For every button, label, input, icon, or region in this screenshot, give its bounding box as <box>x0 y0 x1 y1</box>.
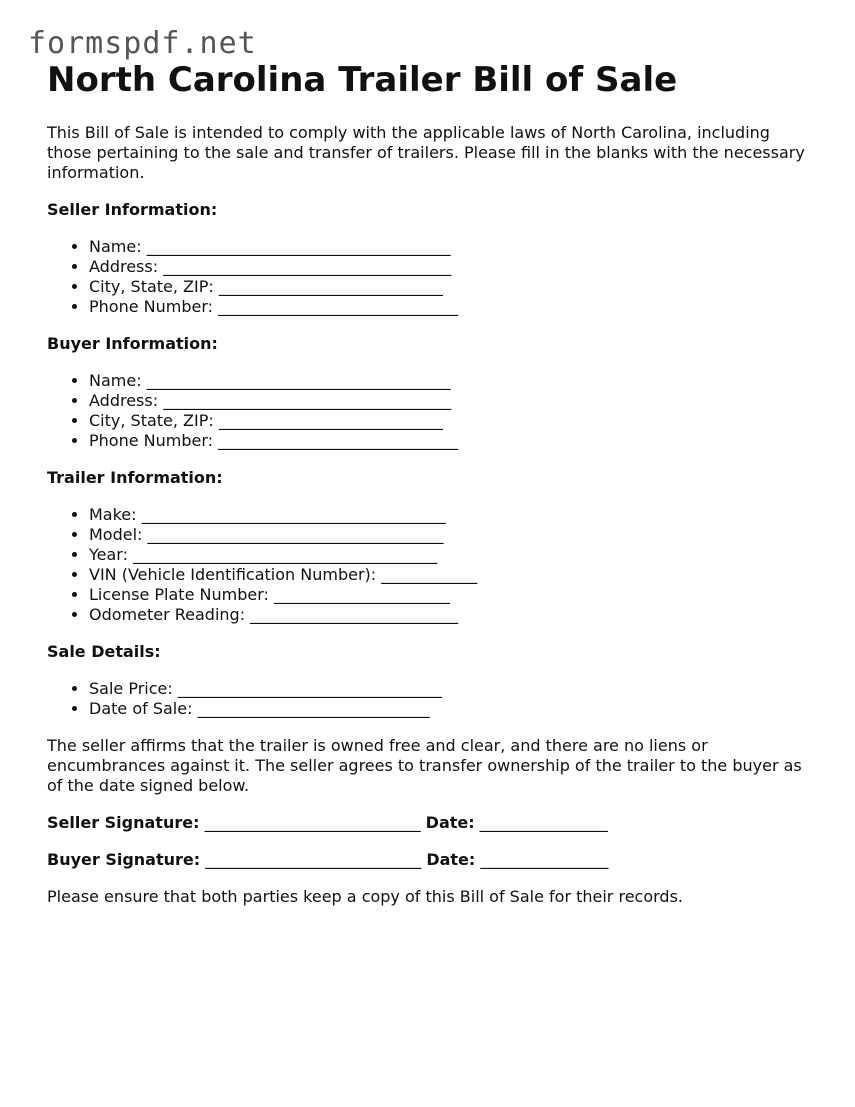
document-page <box>47 58 817 907</box>
trailer-model-field: • Model: _____________________________________ <box>89 525 817 545</box>
seller-phone-field: • Phone Number: ______________________________ <box>89 297 817 317</box>
seller-date-blank: ________________ <box>474 813 608 832</box>
buyer-date-blank: ________________ <box>475 850 609 869</box>
buyer-phone-field: • Phone Number: ______________________________ <box>89 431 817 451</box>
trailer-year-field: • Year: ______________________________________ <box>89 545 817 565</box>
watermark: formspdf.net <box>28 26 257 61</box>
seller-signature-line <box>47 813 817 833</box>
buyer-signature-label: Buyer Signature: <box>47 850 201 869</box>
sale-heading: Sale Details: <box>47 642 161 661</box>
page-title: North Carolina Trailer Bill of Sale <box>47 60 678 100</box>
trailer-list <box>47 505 817 625</box>
seller-heading: Seller Information: <box>47 200 218 219</box>
affirmation-paragraph: The seller affirms that the trailer is owned free and clear, and there are no liens or encumbrances against it. The seller agrees to transfer ownership of the trailer to the buyer as of the date signed below. <box>47 736 802 795</box>
buyer-list <box>47 371 817 451</box>
seller-list <box>47 237 817 317</box>
trailer-make-field: • Make: ______________________________________ <box>89 505 817 525</box>
seller-address-field: • Address: ____________________________________ <box>89 257 817 277</box>
seller-city-field: • City, State, ZIP: ____________________________ <box>89 277 817 297</box>
buyer-name-field: • Name: ______________________________________ <box>89 371 817 391</box>
trailer-vin-field: • VIN (Vehicle Identification Number): ____________ <box>89 565 817 585</box>
buyer-signature-line <box>47 850 817 870</box>
trailer-heading: Trailer Information: <box>47 468 223 487</box>
buyer-signature-blank: ___________________________ <box>200 850 427 869</box>
sale-list <box>47 679 817 719</box>
sale-price-field: • Sale Price: _________________________________ <box>89 679 817 699</box>
seller-name-field: • Name: ______________________________________ <box>89 237 817 257</box>
buyer-date-label: Date: <box>426 850 476 869</box>
buyer-heading: Buyer Information: <box>47 334 218 353</box>
seller-signature-blank: ___________________________ <box>199 813 426 832</box>
seller-date-label: Date: <box>425 813 475 832</box>
trailer-odometer-field: • Odometer Reading: __________________________ <box>89 605 817 625</box>
closing-paragraph: Please ensure that both parties keep a copy of this Bill of Sale for their records. <box>47 887 683 906</box>
intro-paragraph: This Bill of Sale is intended to comply with the applicable laws of North Carolina, including those pertaining to the sale and transfer of trailers. Please fill in the blanks with the necessary information. <box>47 123 805 182</box>
buyer-city-field: • City, State, ZIP: ____________________________ <box>89 411 817 431</box>
trailer-plate-field: • License Plate Number: ______________________ <box>89 585 817 605</box>
seller-signature-label: Seller Signature: <box>47 813 200 832</box>
sale-date-field: • Date of Sale: _____________________________ <box>89 699 817 719</box>
buyer-address-field: • Address: ____________________________________ <box>89 391 817 411</box>
